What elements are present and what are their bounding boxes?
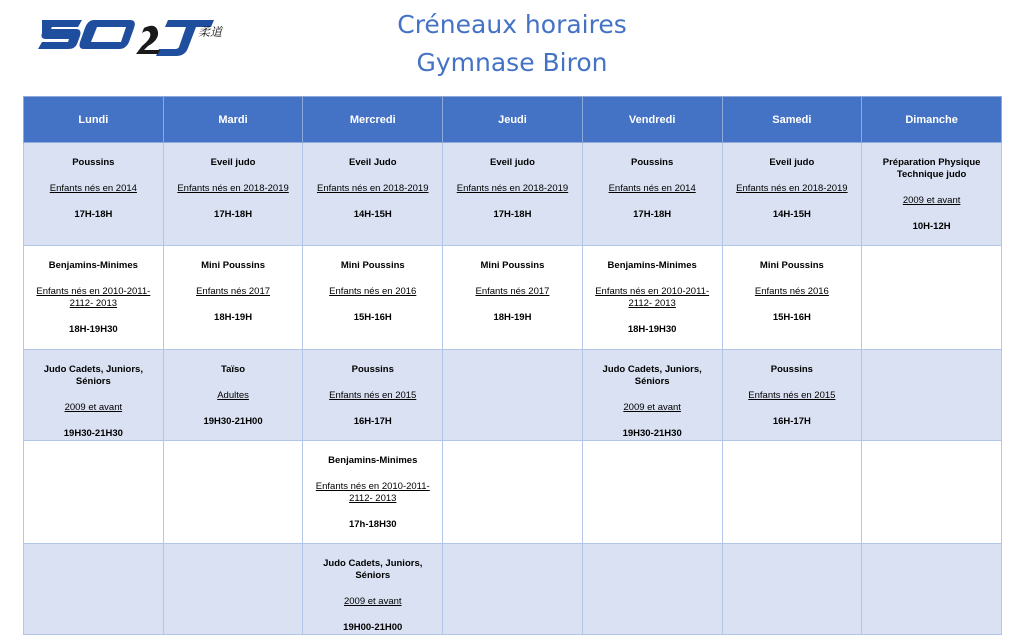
class-time: 19H30-21H30 (63, 428, 123, 439)
class-time: 18H-19H30 (627, 324, 677, 335)
schedule-cell (443, 246, 583, 350)
class-slot (723, 350, 862, 428)
class-title: Mini Poussins (480, 260, 545, 271)
class-time: 14H-15H (353, 209, 392, 220)
class-audience: 2009 et avant (902, 195, 961, 206)
schedule-cell (303, 544, 443, 635)
class-audience: Enfants nés en 2018-2019 (317, 183, 429, 194)
class-slot (24, 143, 163, 221)
class-slot (443, 246, 582, 324)
schedule-cell (303, 143, 443, 246)
class-slot (164, 350, 303, 428)
class-audience-cont: 2112- 2013 (628, 298, 676, 309)
class-audience: Enfants nés en 2015 (748, 390, 836, 401)
class-title: Judo Cadets, Juniors, Séniors (43, 364, 143, 387)
schedule-row (24, 350, 1002, 441)
day-header-mercredi: Mercredi (303, 97, 443, 143)
page-title (300, 6, 724, 82)
class-slot (303, 350, 442, 428)
class-slot (583, 246, 722, 336)
class-audience-cont: 2112- 2013 (69, 298, 118, 309)
schedule-cell (163, 441, 303, 544)
class-audience: Enfants nés 2016 (754, 286, 829, 297)
schedule-cell (582, 143, 722, 246)
class-title: Judo Cadets, Juniors, Séniors (602, 364, 702, 387)
class-audience: Enfants nés 2017 (475, 286, 550, 297)
class-audience: 2009 et avant (343, 596, 402, 607)
class-time: 18H-19H (493, 312, 532, 323)
schedule-cell (443, 143, 583, 246)
schedule-cell (24, 544, 164, 635)
class-slot (303, 143, 442, 221)
class-time: 16H-17H (353, 416, 392, 427)
schedule-cell (303, 246, 443, 350)
schedule-cell (722, 143, 862, 246)
class-audience: Enfants nés 2017 (196, 286, 271, 297)
schedule-cell (582, 544, 722, 635)
schedule-cell (163, 143, 303, 246)
class-audience: Enfants nés en 2010-2011- (315, 481, 430, 492)
class-title: Mini Poussins (340, 260, 405, 271)
day-header-dimanche: Dimanche (862, 97, 1002, 143)
class-audience: Enfants nés en 2014 (49, 183, 137, 194)
class-slot (164, 246, 303, 324)
class-time: 14H-15H (772, 209, 811, 220)
class-audience: Enfants nés en 2018-2019 (456, 183, 569, 194)
class-title: Mini Poussins (201, 260, 265, 271)
schedule-cell (303, 441, 443, 544)
schedule-cell (722, 246, 862, 350)
schedule-table (23, 96, 1002, 635)
class-title: Poussins (770, 364, 813, 375)
class-slot (303, 246, 442, 324)
class-slot (303, 441, 442, 531)
schedule-cell (862, 143, 1002, 246)
class-slot (583, 143, 722, 221)
day-header-jeudi: Jeudi (443, 97, 583, 143)
class-title: Eveil Judo (349, 157, 397, 168)
class-title: Eveil judo (490, 157, 535, 168)
class-slot (723, 246, 862, 324)
schedule-row (24, 246, 1002, 350)
class-time: 19H00-21H00 (343, 622, 403, 633)
schedule-row (24, 143, 1002, 246)
class-title: Eveil judo (210, 157, 256, 168)
day-header-vendredi: Vendredi (582, 97, 722, 143)
schedule-cell (163, 544, 303, 635)
schedule-cell (303, 350, 443, 441)
logo-kanji: 柔道 (198, 25, 223, 39)
schedule-cell (722, 441, 862, 544)
class-audience: Enfants nés en 2010-2011- (36, 286, 151, 297)
day-header-samedi: Samedi (722, 97, 862, 143)
day-header-mardi: Mardi (163, 97, 303, 143)
class-audience: 2009 et avant (64, 402, 123, 413)
class-time: 18H-19H (214, 312, 253, 323)
class-slot (443, 143, 582, 221)
schedule-cell (582, 350, 722, 441)
class-audience: Enfants nés en 2018-2019 (736, 183, 848, 194)
day-header-row (24, 97, 1002, 143)
schedule-cell (722, 544, 862, 635)
day-header-lundi: Lundi (24, 97, 164, 143)
class-time: 15H-16H (772, 312, 811, 323)
class-slot (862, 143, 1001, 233)
class-slot (723, 143, 862, 221)
class-time: 18H-19H30 (69, 324, 118, 335)
schedule-cell (862, 544, 1002, 635)
title-line-2: Gymnase Biron (416, 48, 608, 77)
class-title: Benjamins-Minimes (328, 455, 418, 466)
schedule-cell (862, 246, 1002, 350)
schedule-cell (582, 441, 722, 544)
class-time: 19H30-21H30 (622, 428, 682, 439)
schedule-cell (24, 441, 164, 544)
class-time: 19H30-21H00 (203, 416, 263, 427)
logo-text: SO2J (38, 14, 41, 15)
class-title: Poussins (631, 157, 674, 168)
class-audience: Adultes (217, 390, 249, 401)
class-audience: Enfants nés en 2016 (329, 286, 417, 297)
class-audience: Enfants nés en 2018-2019 (177, 183, 289, 194)
class-audience-cont: 2112- 2013 (349, 493, 397, 504)
schedule-cell (862, 441, 1002, 544)
class-title: Benjamins-Minimes (48, 260, 138, 271)
class-title: Benjamins-Minimes (607, 260, 697, 271)
schedule-cell (24, 350, 164, 441)
schedule-cell (443, 441, 583, 544)
class-time: 17H-18H (633, 209, 672, 220)
schedule-cell (582, 246, 722, 350)
class-time: 17H-18H (74, 209, 113, 220)
class-time: 17H-18H (493, 209, 532, 220)
schedule-cell (24, 246, 164, 350)
schedule-cell (24, 143, 164, 246)
class-slot (583, 350, 722, 440)
class-title: Mini Poussins (759, 260, 824, 271)
class-slot (24, 246, 163, 336)
club-logo (38, 14, 224, 60)
class-title: Poussins (72, 157, 115, 168)
class-time: 17H-18H (214, 209, 253, 220)
class-title: Poussins (351, 364, 394, 375)
schedule-cell (443, 544, 583, 635)
schedule-cell (443, 350, 583, 441)
title-line-1: Créneaux horaires (397, 10, 627, 39)
class-audience: Enfants nés en 2010-2011- (595, 286, 710, 297)
class-audience: 2009 et avant (623, 402, 681, 413)
schedule-cell (862, 350, 1002, 441)
schedule-row (24, 544, 1002, 635)
class-time: 17h-18H30 (348, 519, 397, 530)
schedule-row (24, 441, 1002, 544)
class-slot (303, 544, 442, 634)
class-title: Préparation Physique Technique judo (882, 157, 981, 180)
schedule-cell (722, 350, 862, 441)
class-audience: Enfants nés en 2014 (608, 183, 696, 194)
class-title: Taïso (221, 364, 246, 375)
class-title: Eveil judo (769, 157, 815, 168)
class-time: 10H-12H (912, 221, 951, 232)
class-slot (164, 143, 303, 221)
class-time: 16H-17H (772, 416, 811, 427)
class-audience: Enfants nés en 2015 (329, 390, 417, 401)
class-time: 15H-16H (353, 312, 392, 323)
class-slot (24, 350, 163, 440)
class-title: Judo Cadets, Juniors, Séniors (323, 558, 423, 581)
schedule-cell (163, 246, 303, 350)
schedule-cell (163, 350, 303, 441)
